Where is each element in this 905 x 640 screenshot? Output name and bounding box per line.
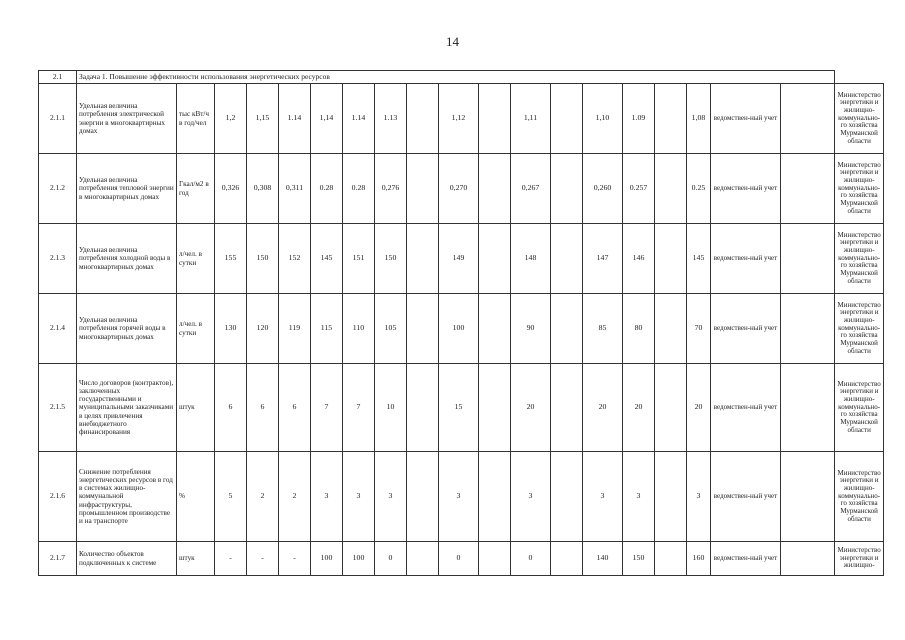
value-cell: 2 [247, 452, 279, 542]
value-cell: 7 [343, 364, 375, 452]
unit-cell: % [177, 452, 215, 542]
value-cell: 6 [215, 364, 247, 452]
value-cell: 7 [311, 364, 343, 452]
value-cell: 120 [247, 294, 279, 364]
value-cell: 146 [623, 224, 655, 294]
value-cell: 155 [215, 224, 247, 294]
value-cell [655, 224, 687, 294]
value-cell [479, 224, 511, 294]
value-cell: 6 [279, 364, 311, 452]
empty-cell [781, 364, 835, 452]
value-cell [655, 84, 687, 154]
value-cell: 100 [311, 542, 343, 576]
empty-cell [781, 154, 835, 224]
value-cell: 1,2 [215, 84, 247, 154]
source-cell: ведомствен-ный учет [711, 84, 781, 154]
indicator-name: Удельная величина потребления горячей воды в многоквартирных домах [77, 294, 177, 364]
value-cell: 80 [623, 294, 655, 364]
indicators-table [38, 70, 884, 576]
value-cell: 105 [375, 294, 407, 364]
value-cell: 1,12 [439, 84, 479, 154]
value-cell [655, 542, 687, 576]
value-cell: 0 [439, 542, 479, 576]
table-row [39, 364, 884, 452]
value-cell: 3 [623, 452, 655, 542]
indicator-name: Удельная величина потребления тепловой энергии в многоквартирных домах [77, 154, 177, 224]
empty-cell [781, 452, 835, 542]
value-cell: 0 [511, 542, 551, 576]
responsible-cell: Министерство энергетики и жилищно- [835, 542, 884, 576]
value-cell: 1,10 [583, 84, 623, 154]
value-cell: 10 [375, 364, 407, 452]
value-cell [655, 154, 687, 224]
value-cell: 150 [623, 542, 655, 576]
source-cell: ведомствен-ный учет [711, 452, 781, 542]
value-cell: 0.25 [687, 154, 711, 224]
value-cell: 6 [247, 364, 279, 452]
value-cell: 100 [439, 294, 479, 364]
value-cell: 0,276 [375, 154, 407, 224]
value-cell: 0.28 [311, 154, 343, 224]
indicator-name: Удельная величина потребления электрической энергии в многоквартирных домах [77, 84, 177, 154]
value-cell: 70 [687, 294, 711, 364]
value-cell [479, 452, 511, 542]
value-cell: 5 [215, 452, 247, 542]
value-cell: 100 [343, 542, 375, 576]
source-cell: ведомствен-ный учет [711, 224, 781, 294]
value-cell: 3 [375, 452, 407, 542]
unit-cell: л/чел. в сутки [177, 224, 215, 294]
value-cell [551, 224, 583, 294]
unit-cell: штук [177, 542, 215, 576]
value-cell [655, 452, 687, 542]
value-cell: - [247, 542, 279, 576]
table-row [39, 542, 884, 576]
value-cell [551, 542, 583, 576]
value-cell [655, 364, 687, 452]
value-cell: 145 [687, 224, 711, 294]
unit-cell: Гкал/м2 в год [177, 154, 215, 224]
row-code: 2.1.1 [39, 84, 77, 154]
table-row [39, 224, 884, 294]
value-cell [551, 364, 583, 452]
value-cell: 119 [279, 294, 311, 364]
task-title: Задача 1. Повышение эффективности использования энергетических ресурсов [77, 71, 835, 84]
value-cell [407, 452, 439, 542]
source-cell: ведомствен-ный учет [711, 364, 781, 452]
value-cell [479, 154, 511, 224]
value-cell: 147 [583, 224, 623, 294]
value-cell [479, 294, 511, 364]
value-cell [551, 294, 583, 364]
value-cell: 149 [439, 224, 479, 294]
unit-cell: тыс кВт/ч в год/чел [177, 84, 215, 154]
table-row [39, 294, 884, 364]
responsible-cell: Министерство энергетики и жилищно-коммунально-го хозяйства Мурманской области [835, 224, 884, 294]
table-row [39, 154, 884, 224]
page-number: 14 [446, 34, 459, 49]
row-code: 2.1.3 [39, 224, 77, 294]
row-code: 2.1.6 [39, 452, 77, 542]
value-cell: 15 [439, 364, 479, 452]
value-cell: 3 [583, 452, 623, 542]
value-cell: 0,311 [279, 154, 311, 224]
value-cell: 3 [439, 452, 479, 542]
value-cell [407, 224, 439, 294]
value-cell: 1,08 [687, 84, 711, 154]
value-cell [551, 452, 583, 542]
value-cell: 130 [215, 294, 247, 364]
unit-cell: л/чел. в сутки [177, 294, 215, 364]
responsible-cell: Министерство энергетики и жилищно-коммунально-го хозяйства Мурманской области [835, 452, 884, 542]
indicator-name: Снижение потребления энергетических ресурсов в год в системах жилищно-коммунальной инфраструктуры, промышленном производстве и на транспорте [77, 452, 177, 542]
value-cell: 145 [311, 224, 343, 294]
value-cell: 85 [583, 294, 623, 364]
value-cell: 148 [511, 224, 551, 294]
value-cell: 1.13 [375, 84, 407, 154]
indicator-name: Число договоров (контрактов), заключенных государственными и муниципальными заказчиками в целях привлечения внебюджетного финансирования [77, 364, 177, 452]
value-cell: 2 [279, 452, 311, 542]
responsible-cell: Министерство энергетики и жилищно-коммунально-го хозяйства Мурманской области [835, 294, 884, 364]
value-cell: 0,270 [439, 154, 479, 224]
source-cell: ведомствен-ный учет [711, 542, 781, 576]
value-cell: 1,11 [511, 84, 551, 154]
value-cell [551, 154, 583, 224]
value-cell: - [279, 542, 311, 576]
value-cell: 1,14 [311, 84, 343, 154]
value-cell: 0,267 [511, 154, 551, 224]
value-cell: 3 [343, 452, 375, 542]
value-cell: 0,326 [215, 154, 247, 224]
source-cell: ведомствен-ный учет [711, 154, 781, 224]
row-code: 2.1.7 [39, 542, 77, 576]
value-cell: 140 [583, 542, 623, 576]
value-cell: 20 [511, 364, 551, 452]
value-cell: 0.257 [623, 154, 655, 224]
value-cell: 160 [687, 542, 711, 576]
unit-cell: штук [177, 364, 215, 452]
empty-cell [781, 224, 835, 294]
value-cell [479, 364, 511, 452]
value-cell [407, 84, 439, 154]
indicator-name: Удельная величина потребления холодной воды в многоквартирных домах [77, 224, 177, 294]
value-cell: 152 [279, 224, 311, 294]
value-cell [655, 294, 687, 364]
value-cell: 90 [511, 294, 551, 364]
value-cell: 1,15 [247, 84, 279, 154]
value-cell: 3 [687, 452, 711, 542]
value-cell: 0,308 [247, 154, 279, 224]
table-row [39, 452, 884, 542]
value-cell: 110 [343, 294, 375, 364]
value-cell: 0,260 [583, 154, 623, 224]
row-code: 2.1.5 [39, 364, 77, 452]
empty-cell [781, 542, 835, 576]
value-cell: 150 [375, 224, 407, 294]
value-cell [407, 542, 439, 576]
value-cell: 20 [687, 364, 711, 452]
value-cell [407, 364, 439, 452]
task-code: 2.1 [39, 71, 77, 84]
value-cell [479, 542, 511, 576]
responsible-cell: Министерство энергетики и жилищно-коммунально-го хозяйства Мурманской области [835, 84, 884, 154]
empty-cell [781, 294, 835, 364]
value-cell [407, 294, 439, 364]
value-cell: 3 [311, 452, 343, 542]
value-cell: 1.14 [343, 84, 375, 154]
value-cell: 1.09 [623, 84, 655, 154]
value-cell [407, 154, 439, 224]
value-cell: 0.28 [343, 154, 375, 224]
value-cell: 20 [583, 364, 623, 452]
row-code: 2.1.4 [39, 294, 77, 364]
value-cell: 1.14 [279, 84, 311, 154]
value-cell [479, 84, 511, 154]
value-cell: 20 [623, 364, 655, 452]
value-cell: 151 [343, 224, 375, 294]
value-cell: 0 [375, 542, 407, 576]
responsible-cell: Министерство энергетики и жилищно-коммунально-го хозяйства Мурманской области [835, 154, 884, 224]
indicator-name: Количество объектов подключенных к системе [77, 542, 177, 576]
task-row [39, 71, 884, 84]
empty-cell [781, 84, 835, 154]
table-row [39, 84, 884, 154]
value-cell [551, 84, 583, 154]
row-code: 2.1.2 [39, 154, 77, 224]
value-cell: 3 [511, 452, 551, 542]
value-cell: 115 [311, 294, 343, 364]
responsible-cell: Министерство энергетики и жилищно-коммунально-го хозяйства Мурманской области [835, 364, 884, 452]
value-cell: 150 [247, 224, 279, 294]
value-cell: - [215, 542, 247, 576]
source-cell: ведомствен-ный учет [711, 294, 781, 364]
